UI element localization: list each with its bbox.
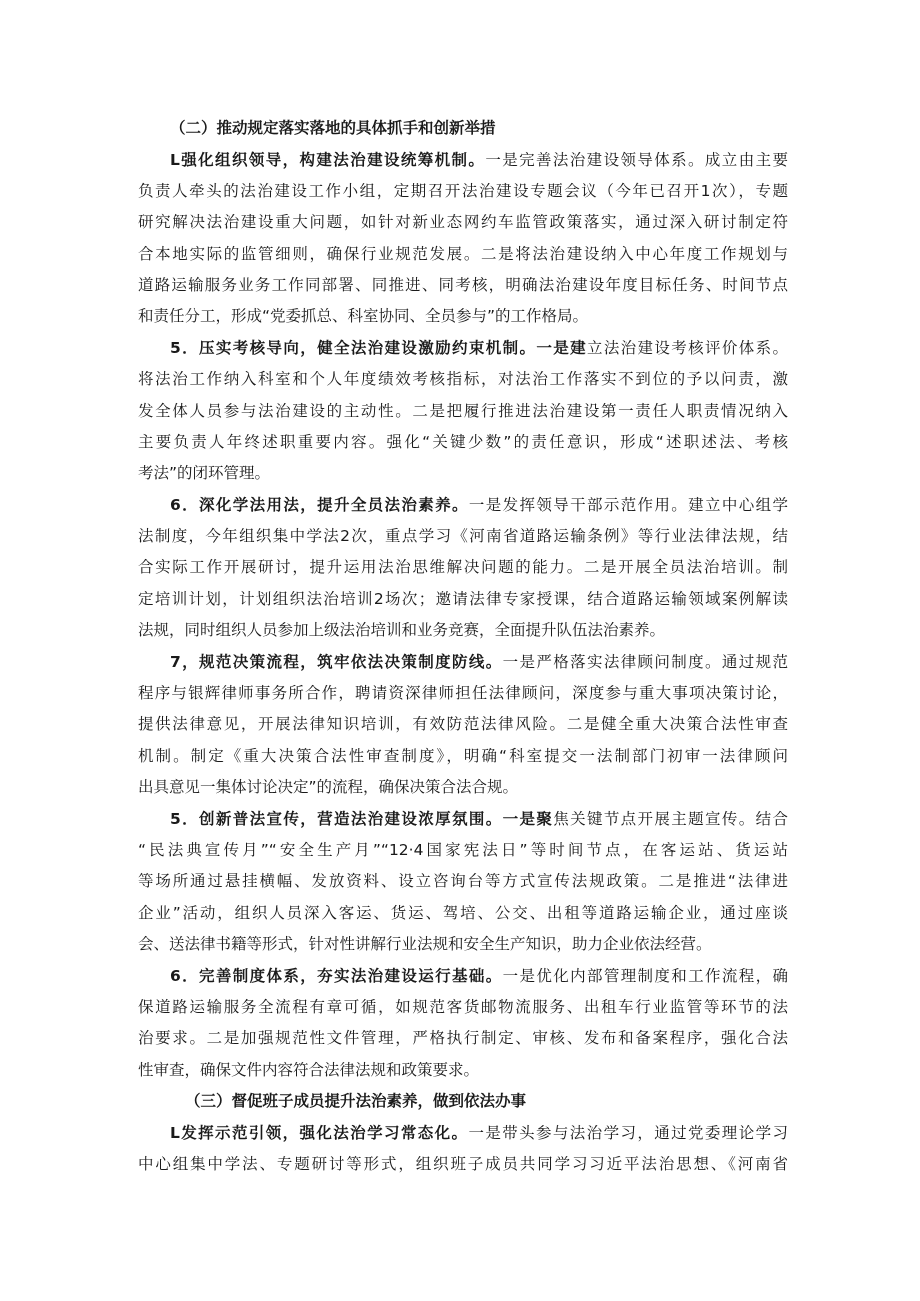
paragraph-4-line-1: 7，规范决策流程，筑牢依法决策制度防线。一是严格落实法律顾问制度。通过规范 [170, 653, 788, 671]
paragraph-1-lead: L强化组织领导，构建法治建设统筹机制。 [170, 151, 486, 169]
paragraph-5-line-3: 等场所通过悬挂横幅、发放资料、设立咨询台等方式宣传法规政策。二是推进“法律进 [138, 872, 788, 890]
paragraph-3-line-3: 合实际工作开展研讨，提升运用法治思维解决问题的能力。二是开展全员法治培训。制 [138, 558, 788, 576]
paragraph-7-line-2: 中心组集中学法、专题研讨等形式，组织班子成员共同学习习近平法治思想、《河南省 [138, 1155, 788, 1173]
paragraph-3-line-4: 定培训计划，计划组织法治培训2场次；邀请法律专家授课，结合道路运输领域案例解读 [138, 590, 788, 608]
paragraph-2-line-2: 将法治工作纳入科室和个人年度绩效考核指标，对法治工作落实不到位的予以问责，激 [138, 370, 788, 388]
paragraph-1-line-1: L强化组织领导，构建法治建设统筹机制。一是完善法治建设领导体系。成立由主要 [170, 151, 788, 169]
paragraph-5-line-4: 企业”活动，组织人员深入客运、货运、驾培、公交、出租等道路运输企业，通过座谈 [138, 904, 788, 922]
paragraph-4-line-4: 机制。制定《重大决策合法性审查制度》，明确“科室提交一法制部门初审一法律顾问 [138, 747, 788, 765]
section-heading-3: （三）督促班子成员提升法治素养，做到依法办事 [185, 1092, 527, 1110]
paragraph-2-line-1: 5．压实考核导向，健全法治建设激励约束机制。一是建立法治建设考核评价体系。 [170, 339, 788, 357]
paragraph-7-line-1: L发挥示范引领，强化法治学习常态化。一是带头参与法治学习，通过党委理论学习 [170, 1124, 788, 1142]
paragraph-1-line-4: 合本地实际的监管细则，确保行业规范发展。二是将法治建设纳入中心年度工作规划与 [138, 245, 788, 263]
paragraph-6-line-3: 治要求。二是加强规范性文件管理，严格执行制定、审核、发布和备案程序，强化合法 [138, 1029, 788, 1047]
paragraph-2-line-3: 发全体人员参与法治建设的主动性。二是把履行推进法治建设第一责任人职责情况纳入 [138, 402, 788, 420]
paragraph-1-line-2: 负责人牵头的法治建设工作小组，定期召开法治建设专题会议（今年已召开1次），专题 [138, 182, 788, 200]
paragraph-6-line-4: 性审查，确保文件内容符合法律法规和政策要求。 [138, 1061, 480, 1079]
paragraph-5-lead: 5．创新普法宣传，营造法治建设浓厚氛围。一是聚 [170, 810, 554, 828]
paragraph-1-line-6: 和责任分工，形成“党委抓总、科室协同、全员参与”的工作格局。 [138, 307, 589, 325]
paragraph-6-line-1: 6．完善制度体系，夯实法治建设运行基础。一是优化内部管理制度和工作流程，确 [170, 967, 788, 985]
paragraph-5-line-5: 会、送法律书籍等形式，针对性讲解行业法规和安全生产知识，助力企业依法经营。 [138, 935, 712, 953]
paragraph-5-line-2: “民法典宣传月”“安全生产月”“12·4国家宪法日”等时间节点，在客运站、货运站 [138, 841, 788, 859]
paragraph-4-line-2: 程序与银辉律师事务所合作，聘请资深律师担任法律顾问，深度参与重大事项决策讨论， [138, 684, 788, 702]
paragraph-3-line-5: 法规，同时组织人员参加上级法治培训和业务竞赛，全面提升队伍法治素养。 [138, 621, 666, 639]
paragraph-1-line-3: 研究解决法治建设重大问题，如针对新业态网约车监管政策落实，通过深入研讨制定符 [138, 213, 788, 231]
paragraph-1-line-5: 道路运输服务业务工作同部署、同推进、同考核，明确法治建设年度目标任务、时间节点 [138, 276, 788, 294]
paragraph-7-lead: L发挥示范引领，强化法治学习常态化。 [170, 1124, 469, 1142]
paragraph-6-line-2: 保道路运输服务全流程有章可循，如规范客货邮物流服务、出租车行业监管等环节的法 [138, 998, 788, 1016]
paragraph-2-lead: 5．压实考核导向，健全法治建设激励约束机制。一是建 [170, 339, 587, 357]
paragraph-2-line-5: 考法”的闭环管理。 [138, 464, 271, 482]
paragraph-4-line-3: 提供法律意见，开展法律知识培训，有效防范法律风险。二是健全重大决策合法性审查 [138, 715, 788, 733]
paragraph-3-lead: 6．深化学法用法，提升全员法治素养。 [170, 496, 469, 514]
paragraph-3-line-2: 法制度，今年组织集中学法2次，重点学习《河南省道路运输条例》等行业法律法规，结 [138, 527, 788, 545]
paragraph-5-line-1: 5．创新普法宣传，营造法治建设浓厚氛围。一是聚焦关键节点开展主题宣传。结合 [170, 810, 788, 828]
paragraph-4-lead: 7，规范决策流程，筑牢依法决策制度防线。 [170, 653, 503, 671]
paragraph-3-line-1: 6．深化学法用法，提升全员法治素养。一是发挥领导干部示范作用。建立中心组学 [170, 496, 788, 514]
paragraph-2-line-4: 主要负责人年终述职重要内容。强化“关键少数”的责任意识，形成“述职述法、考核 [138, 433, 788, 451]
section-heading-2: （二）推动规定落实落地的具体抓手和创新举措 [170, 119, 496, 137]
paragraph-4-line-5: 出具意见一集体讨论决定”的流程，确保决策合法合规。 [138, 778, 519, 796]
paragraph-6-lead: 6．完善制度体系，夯实法治建设运行基础。 [170, 967, 503, 985]
